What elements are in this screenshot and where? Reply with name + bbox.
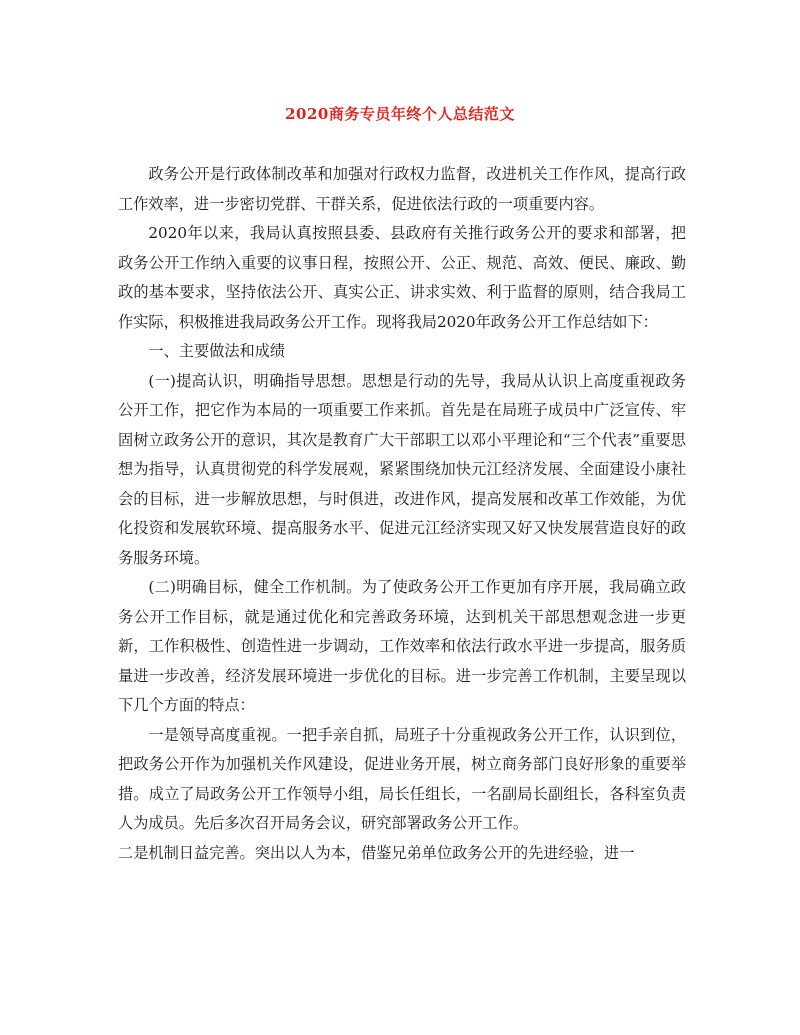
document-body	[118, 160, 686, 868]
paragraph-intro: 政务公开是行政体制改革和加强对行政权力监督，改进机关工作作风，提高行政工作效率，进一步密切党群、干群关系，促进依法行政的一项重要内容。	[118, 165, 686, 213]
section-heading-main-practices: 一、主要做法和成绩	[148, 342, 286, 360]
paragraph-overview: 2020年以来，我局认真按照县委、县政府有关推行政务公开的要求和部署，把政务公开工作纳入重要的议事日程，按照公开、公正、规范、高效、便民、廉政、勤政的基本要求，坚持依法公开、真实公正、讲求实效、利于监督的原则，结合我局工作实际，积极推进我局政务公开工作。现将我局2020年政务公开工作总结如下：	[118, 224, 686, 331]
paragraph-mechanism: 二是机制日益完善。突出以人为本，借鉴兄弟单位政务公开的先进经验，进一	[118, 843, 635, 862]
paragraph-raise-awareness: (一)提高认识，明确指导思想。思想是行动的先导，我局从认识上高度重视政务公开工作，把它作为本局的一项重要工作来抓。首先是在局班子成员中广泛宣传、牢固树立政务公开的意识，其次是教育广大干部职工以邓小平理论和“三个代表”重要思想为指导，认真贯彻党的科学发展观，紧紧围绕加快元江经济发展、全面建设小康社会的目标，进一步解放思想，与时俱进，改进作风，提高发展和改革工作效能，为优化投资和发展软环境、提高服务水平、促进元江经济实现又好又快发展营造良好的政务服务环境。	[118, 371, 686, 567]
paragraph-clear-goals: (二)明确目标，健全工作机制。为了使政务公开工作更加有序开展，我局确立政务公开工作目标，就是通过优化和完善政务环境，达到机关干部思想观念进一步更新，工作积极性、创造性进一步调动，工作效率和依法行政水平进一步提高，服务质量进一步改善，经济发展环境进一步优化的目标。进一步完善工作机制，主要呈现以下几个方面的特点：	[118, 578, 686, 714]
document-title: 2020商务专员年终个人总结范文	[285, 105, 515, 123]
paragraph-leadership: 一是领导高度重视。一把手亲自抓，局班子十分重视政务公开工作，认识到位，把政务公开作为加强机关作风建设，促进业务开展，树立商务部门良好形象的重要举措。成立了局政务公开工作领导小组，局长任组长，一名副局长副组长，各科室负责人为成员。先后多次召开局务会议，研究部署政务公开工作。	[118, 725, 686, 832]
